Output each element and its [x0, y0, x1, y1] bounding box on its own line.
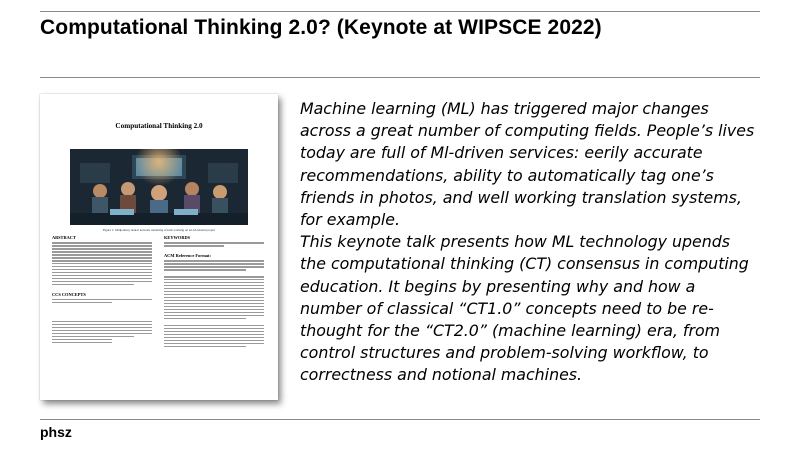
- keywords-heading: KEYWORDS: [164, 235, 191, 240]
- slide-title: Computational Thinking 2.0? (Keynote at WIPSCE 2022): [40, 16, 602, 39]
- paper-right-column: [164, 234, 264, 349]
- keynote-description: [300, 98, 760, 387]
- top-divider: [40, 11, 760, 12]
- title-divider: [40, 77, 760, 78]
- paper-figure: [70, 149, 248, 225]
- paper-title: Computational Thinking 2.0: [115, 122, 203, 130]
- paper-left-column: [52, 234, 152, 345]
- abstract-heading: ABSTRACT: [52, 235, 76, 240]
- paper-thumbnail: [40, 94, 278, 400]
- paper-figure-caption: Figure 1: Midjourney neural network rendering of kids working on an AI-related project: [102, 228, 216, 232]
- acm-reference-heading: ACM Reference Format:: [164, 252, 211, 258]
- description-paragraph-2: This keynote talk presents how ML technology upends the computational thinking (CT) consensus in computing education. It begins by presenting why and how a number of classical “CT1.0” concepts need to be re-thought for the “CT2.0” (machine learning) era, from control structures and problem-solving workflow, to correctness and notional machines.: [300, 232, 749, 385]
- ccs-concepts-heading: CCS CONCEPTS: [52, 291, 86, 297]
- paper-figure-illustration: [70, 149, 248, 225]
- footer-logo: phsz: [40, 424, 72, 440]
- footer-divider: [40, 419, 760, 420]
- description-paragraph-1: Machine learning (ML) has triggered major changes across a great number of computing fields. People’s lives today are full of Ml-driven services: eerily accurate recommendations, ability to automatically tag one’s friends in photos, and well working translation systems, for example.: [300, 99, 755, 230]
